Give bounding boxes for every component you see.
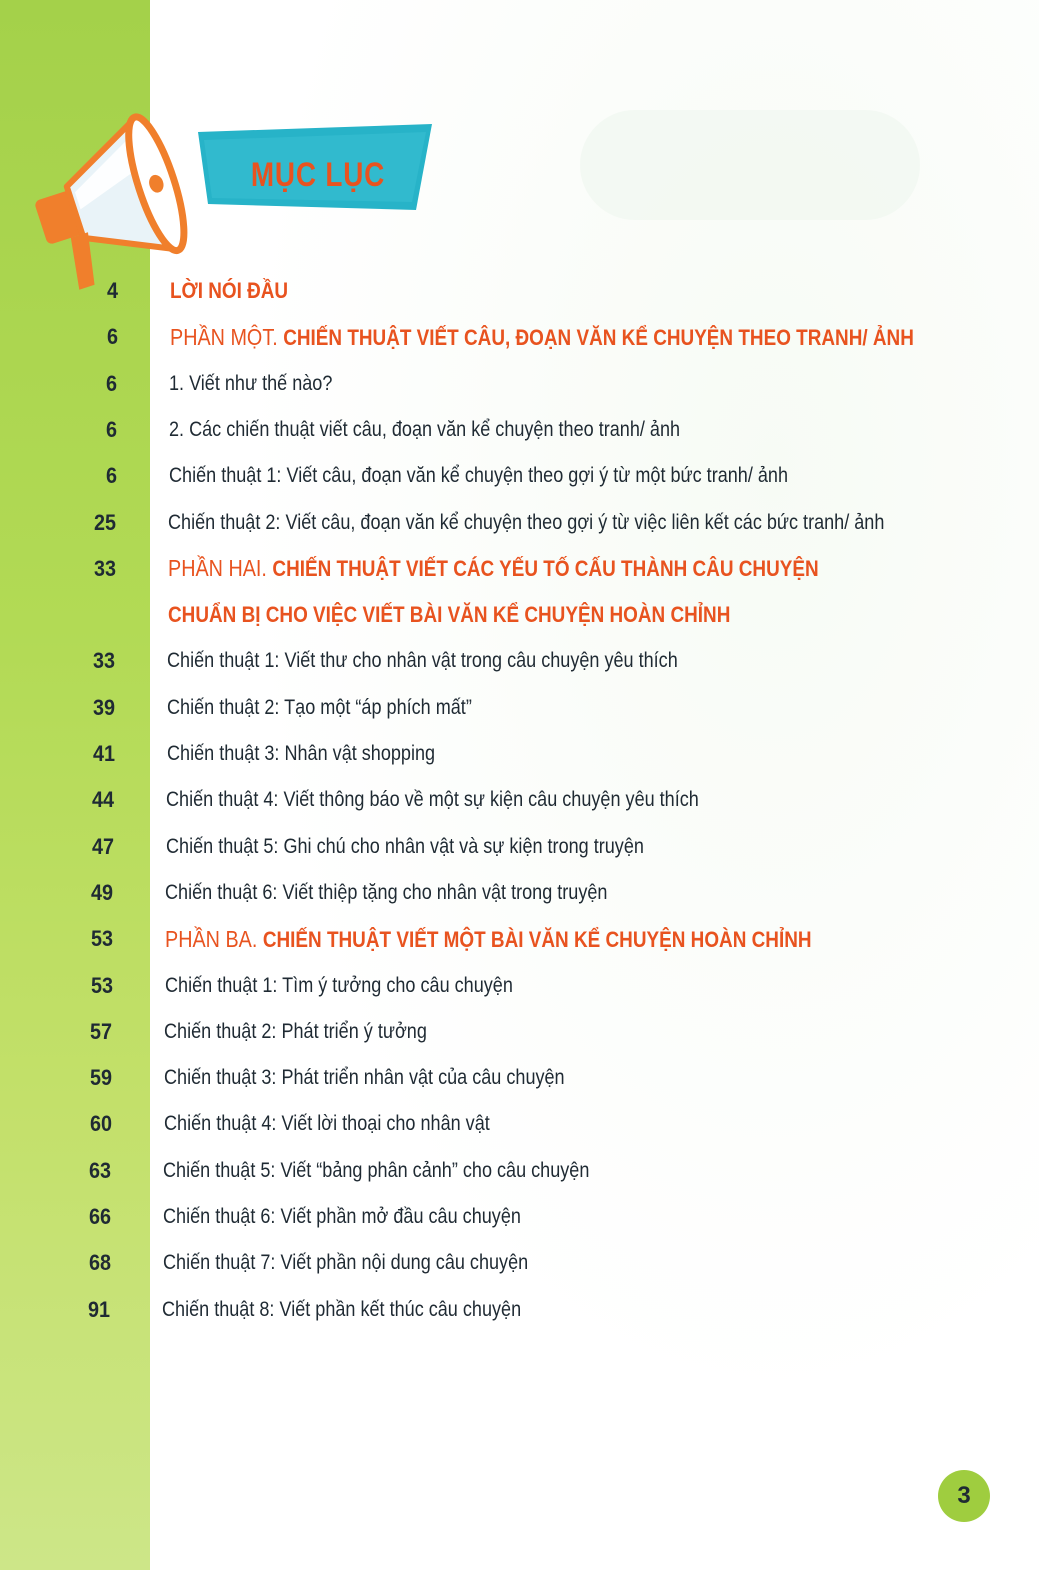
toc-entry-text-wrap <box>163 1251 528 1275</box>
toc-page-number: 39 <box>92 694 115 720</box>
toc-item-text: Chiến thuật 1: Tìm ý tưởng cho câu chuyện <box>164 973 513 997</box>
toc-page-number: 6 <box>105 463 117 489</box>
toc-item-text: Chiến thuật 5: Viết “bảng phân cảnh” cho câu chuyện <box>163 1158 590 1182</box>
toc-item-text: Chiến thuật 3: Phát triển nhân vật của câu chuyện <box>164 1066 565 1090</box>
toc-page-number: 47 <box>91 833 114 859</box>
toc-item-text: Chiến thuật 1: Viết câu, đoạn văn kể chuyện theo gợi ý từ một bức tranh/ ảnh <box>168 464 788 488</box>
toc-heading-text: CHIẾN THUẬT VIẾT CÂU, ĐOẠN VĂN KỂ CHUYỆN THEO TRANH/ ẢNH <box>282 324 914 350</box>
toc-entry-text-wrap <box>168 602 730 628</box>
toc-part-label: PHẦN HAI. <box>167 555 273 582</box>
toc-entry <box>0 458 1039 494</box>
toc-entry <box>0 875 1039 911</box>
toc-entry-text-wrap <box>164 1066 565 1090</box>
toc-item-text: Chiến thuật 2: Tạo một “áp phích mất” <box>166 695 472 719</box>
toc-page-number: 4 <box>106 278 118 303</box>
toc-entry <box>0 1106 1039 1142</box>
toc-entry <box>0 412 1039 448</box>
toc-entry <box>0 782 1039 818</box>
page-title: MỤC LỤC <box>250 155 386 194</box>
toc-entry-text-wrap <box>165 926 812 953</box>
toc-page-number: 33 <box>93 555 116 581</box>
toc-entry-text-wrap <box>170 324 914 351</box>
toc-entry <box>0 597 1039 633</box>
toc-page-number: 66 <box>88 1204 111 1229</box>
toc-entry-text-wrap <box>164 1020 427 1044</box>
toc-item-text: 2. Các chiến thuật viết câu, đoạn văn kể chuyện theo tranh/ ảnh <box>168 417 680 441</box>
toc-heading-text: CHIẾN THUẬT VIẾT MỘT BÀI VĂN KỂ CHUYỆN HOÀN CHỈNH <box>262 926 812 952</box>
toc-entry-text-wrap <box>166 835 644 859</box>
toc-entry <box>0 829 1039 865</box>
toc-entry-text-wrap <box>168 511 884 535</box>
toc-item-text: Chiến thuật 2: Phát triển ý tưởng <box>164 1019 428 1043</box>
toc-entry <box>0 1199 1039 1235</box>
toc-entry-text-wrap <box>165 974 513 998</box>
toc-page-number: 63 <box>89 1157 112 1183</box>
toc-entry <box>0 736 1039 772</box>
toc-entry <box>0 1060 1039 1096</box>
toc-entry <box>0 1153 1039 1189</box>
toc-page-number: 25 <box>94 509 117 535</box>
toc-entry-text-wrap <box>166 788 699 812</box>
toc-page-number: 6 <box>106 370 118 396</box>
toc-page-number: 59 <box>90 1065 113 1091</box>
toc-entry-text-wrap <box>169 372 332 396</box>
toc-entry-text-wrap <box>170 278 288 304</box>
toc-item-text: Chiến thuật 6: Viết thiệp tặng cho nhân vật trong truyện <box>165 880 608 904</box>
toc-item-text: Chiến thuật 6: Viết phần mở đầu câu chuyện <box>163 1205 521 1228</box>
toc-page-number: 6 <box>106 324 118 350</box>
toc-entry <box>0 1245 1039 1281</box>
toc-entry <box>0 921 1039 957</box>
toc-entry-text-wrap <box>167 742 435 766</box>
toc-item-text: 1. Viết như thế nào? <box>169 371 333 395</box>
toc-entry <box>0 643 1039 679</box>
toc-page-number: 6 <box>105 416 117 442</box>
toc-page-number: 53 <box>91 926 114 952</box>
toc-entry <box>0 690 1039 726</box>
toc-entry-text-wrap <box>163 1159 589 1183</box>
toc-entry <box>0 505 1039 541</box>
toc-heading-text: LỜI NÓI ĐẦU <box>170 278 289 303</box>
toc-page-number: 60 <box>89 1111 112 1137</box>
toc-entry <box>0 1292 1039 1328</box>
toc-item-text: Chiến thuật 7: Viết phần nội dung câu chuyện <box>162 1251 528 1275</box>
toc-page-number: 53 <box>90 972 113 998</box>
toc-item-text: Chiến thuật 5: Ghi chú cho nhân vật và sự kiện trong truyện <box>165 834 644 858</box>
toc-item-text: Chiến thuật 4: Viết thông báo về một sự kiện câu chuyện yêu thích <box>166 788 699 812</box>
toc-entry-text-wrap <box>165 881 607 905</box>
toc-page-number: 33 <box>93 648 116 674</box>
toc-entry <box>0 366 1039 402</box>
toc-heading-text: CHIẾN THUẬT VIẾT CÁC YẾU TỐ CẤU THÀNH CÂU CHUYỆN <box>272 556 819 582</box>
toc-entry <box>0 551 1039 587</box>
toc-entry-text-wrap <box>164 1112 490 1136</box>
toc-entry <box>0 319 1039 355</box>
toc-entry <box>0 1014 1039 1050</box>
toc-page-number: 68 <box>88 1250 111 1276</box>
toc-entry-text-wrap <box>167 649 678 673</box>
toc-entry-text-wrap <box>163 1205 521 1229</box>
toc-entry <box>0 968 1039 1004</box>
toc-heading-text: CHUẨN BỊ CHO VIỆC VIẾT BÀI VĂN KỂ CHUYỆN HOÀN CHỈNH <box>167 602 730 628</box>
toc-entry-text-wrap <box>169 464 788 488</box>
toc-part-label: PHẦN MỘT. <box>169 323 283 350</box>
toc-page-number: 91 <box>88 1296 111 1322</box>
toc-entry-text-wrap <box>168 555 819 582</box>
toc-page-number: 44 <box>92 787 115 813</box>
toc-entry-text-wrap <box>167 696 472 720</box>
toc-part-label: PHẦN BA. <box>165 925 263 952</box>
toc-item-text: Chiến thuật 1: Viết thư cho nhân vật trong câu chuyện yêu thích <box>167 649 678 673</box>
toc-entry-text-wrap <box>162 1298 521 1322</box>
toc-item-text: Chiến thuật 2: Viết câu, đoạn văn kể chuyện theo gợi ý từ việc liên kết các bức tranh/ ảnh <box>168 510 885 534</box>
toc-item-text: Chiến thuật 4: Viết lời thoại cho nhân vật <box>163 1112 490 1136</box>
toc-item-text: Chiến thuật 8: Viết phần kết thúc câu chuyện <box>162 1297 522 1321</box>
toc-entry-text-wrap <box>169 418 680 442</box>
toc-item-text: Chiến thuật 3: Nhân vật shopping <box>166 742 435 765</box>
toc-page-number: 57 <box>90 1018 113 1044</box>
toc-page-number: 41 <box>92 741 115 766</box>
toc-page-number: 49 <box>91 879 114 905</box>
toc-entry <box>0 273 1039 309</box>
page-number-badge: 3 <box>938 1470 990 1522</box>
